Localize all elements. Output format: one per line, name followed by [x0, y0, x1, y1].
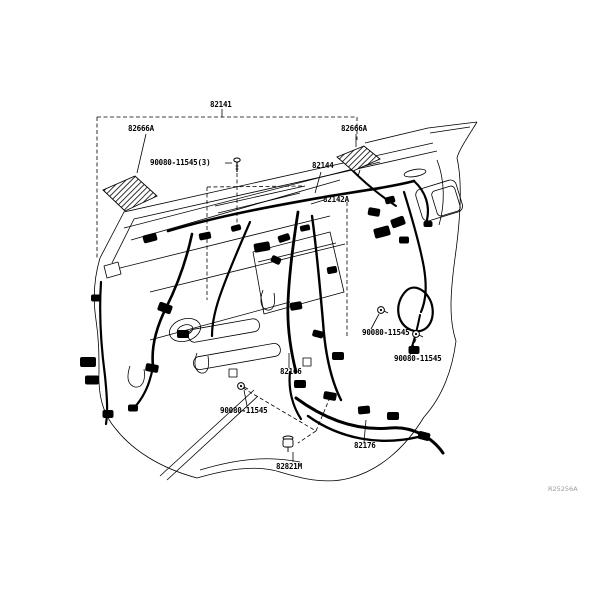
part-label-90080-11545-top: 90080-11545(3) [150, 158, 211, 167]
part-label-82666A-left: 82666A [128, 124, 154, 133]
part-label-90080-11545-mid-lower: 90080-11545 [394, 354, 442, 363]
bolt-icon [238, 383, 248, 390]
part-label-82166: 82166 [280, 367, 302, 376]
part-label-82666A-right: 82666A [341, 124, 367, 133]
screw-icon [234, 158, 240, 172]
figure-code: R25256A [548, 485, 578, 493]
part-label-90080-11545-mid-upper: 90080-11545 [362, 328, 410, 337]
part-label-90080-11545-lower-left: 90080-11545 [220, 406, 268, 415]
part-label-82141: 82141 [210, 100, 232, 109]
clip-icon [283, 436, 293, 452]
connector-blobs [80, 195, 433, 441]
part-label-82176: 82176 [354, 441, 376, 450]
dashboard-outline [94, 122, 477, 481]
part-label-82821M: 82821M [276, 462, 302, 471]
bolt-icon [378, 307, 388, 314]
part-label-82144: 82144 [312, 161, 334, 170]
part-label-82142A: 82142A [323, 195, 349, 204]
